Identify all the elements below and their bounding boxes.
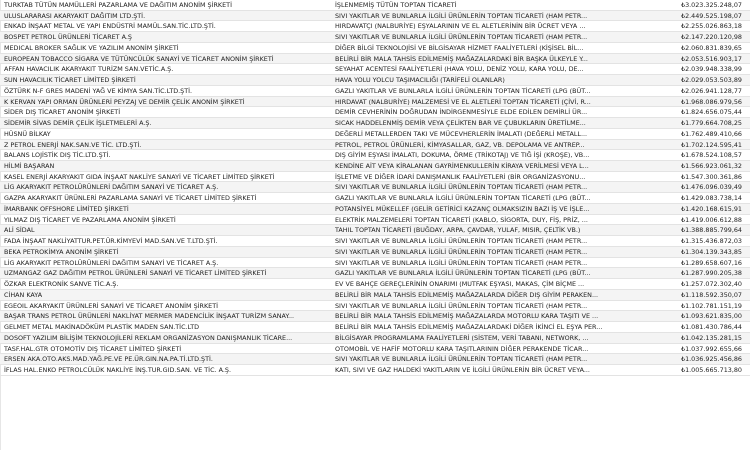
activity-cell: İŞLETME VE DİĞER İDARİ DANIŞMANLIK FAALİYETLERİ (BİR ORGANİZASYONU... [335,172,586,181]
table-row[interactable] [0,268,750,279]
activity-cell: EV VE BAHÇE GEREÇLERİNİN ONARIMI (MUTFAK EŞYASI, MAKAS, ÇİM BİÇME ... [335,280,585,289]
company-name-cell: Z PETROL ENERJİ NAK.SAN.VE TİC. LTD.ŞTİ. [4,140,142,149]
table-row[interactable] [0,161,750,172]
activity-cell: KATI, SIVI VE GAZ HALDEKİ YAKITLARIN VE İLGİLİ ÜRÜNLERİN BİR ÜCRET VEYA... [335,365,590,374]
table-row[interactable] [0,21,750,32]
activity-cell: TAHIL TOPTAN TİCARETİ (BUĞDAY, ARPA, ÇAVDAR, YULAF, MISIR, ÇELTİK VB.) [335,226,581,235]
amount-cell: ₺2.060.831.839,65 [681,43,742,52]
amount-cell: ₺2.039.948.338,99 [681,65,742,74]
activity-cell: DIŞ GİYİM EŞYASI İMALATI, DOKUMA, ÖRME (TRİKOTAJ) VE TIĞ İŞİ (KROŞE), VB... [335,151,590,160]
table-row[interactable] [0,354,750,365]
company-name-cell: DOSOFT YAZILIM BİLİŞİM TEKNOLOJİLERİ REKLAM ORGANİZASYON DANIŞMANLIK TİCARE... [4,333,293,342]
company-name-cell: BALANS LOJİSTİK DIŞ TİC.LTD.ŞTİ. [4,151,111,160]
company-name-cell: SİDER DIŞ TİCARET ANONİM ŞİRKETİ [4,108,121,117]
company-name-cell: EUROPEAN TOBACCO SİGARA VE TÜTÜNCÜLÜK SANAYİ VE TİCARET ANONİM ŞİRKETİ [4,54,274,63]
company-name-cell: LİG AKARYAKIT PETROLÜRÜNLERİ DAĞITIM SANAYİ VE TİCARET A.Ş. [4,258,219,267]
activity-cell: SIVI YAKITLAR VE BUNLARLA İLGİLİ ÜRÜNLERİN TOPTAN TİCARETİ (HAM PETR... [335,183,588,192]
company-name-cell: BEKA PETROKİMYA ANONİM ŞİRKETİ [4,247,119,256]
activity-cell: BELİRLİ BİR MALA TAHSİS EDİLMEMİŞ MAĞAZALARDAKİ BİR BAŞKA ÜLKEYLE Y... [335,54,588,63]
amount-cell: ₺1.476.096.039,49 [681,183,742,192]
activity-cell: HIRDAVAT (NALBURİYE) MALZEMESİ VE EL ALETLERİ TOPTAN TİCARETİ (ÇİVİ, R... [335,97,591,106]
company-name-cell: ÖZKAR ELEKTRONİK SANVE TİC.A.Ş. [4,280,119,289]
activity-cell: BELİRLİ BİR MALA TAHSİS EDİLMEMİŞ MAĞAZALARDA DİĞER DIŞ GİYİM PERAKEN... [335,290,599,299]
amount-cell: ₺2.026.941.128,77 [681,86,742,95]
amount-cell: ₺1.429.083.738,14 [681,194,742,203]
company-name-cell: KASEL ENERJİ AKARYAKIT GIDA İNŞAAT NAKLİYE SANAYİ VE TİCARET LİMİTED ŞİRKETİ [4,172,275,181]
amount-cell: ₺2.147.220.120,98 [681,33,742,42]
amount-cell: ₺1.678.524.108,57 [681,151,742,160]
table-row[interactable] [0,43,750,54]
amount-cell: ₺1.042.135.281,15 [681,333,742,342]
company-name-cell: TURKTAB TÜTÜN MAMÜLLERİ PAZARLAMA VE DAĞITIM ANONİM ŞİRKETİ [4,1,232,9]
table-row[interactable] [0,32,750,43]
amount-cell: ₺1.093.621.835,00 [681,312,742,321]
amount-cell: ₺1.102.781.151,19 [681,301,742,310]
company-name-cell: YILMAZ DIŞ TİCARET VE PAZARLAMA ANONİM ŞİRKETİ [4,215,176,224]
activity-cell: GAZLI YAKITLAR VE BUNLARLA İLGİLİ ÜRÜNLERİN TOPTAN TİCARETİ (LPG (BÜT... [335,269,591,278]
amount-cell: ₺1.036.925.456,86 [681,355,742,364]
amount-cell: ₺1.388.885.799,64 [681,226,742,235]
amount-cell: ₺1.289.658.607,16 [681,258,742,267]
company-name-cell: EGEOIL AKARYAKIT ÜRÜNLERİ SANAYİ VE TİCARET ANONİM ŞİRKETİ [4,301,218,310]
activity-cell: DEĞERLİ METALLERDEN TAKI VE MÜCEVHERLERİN İMALATI (DEĞERLİ METALL... [335,129,588,138]
activity-cell: SIVI YAKITLAR VE BUNLARLA İLGİLİ ÜRÜNLERİN TOPTAN TİCARETİ (HAM PETR... [335,11,588,20]
company-name-cell: GAZPA AKARYAKIT ÜRÜNLERİ PAZARLAMA SANAYİ VE TİCARET LİMİTED ŞİRKETİ [4,194,257,203]
company-name-cell: AFFAN HAVACILIK AKARYAKIT TURİZM SAN.VETİC.A.Ş. [4,65,174,74]
table-row[interactable] [0,107,750,118]
company-name-cell: SUN HAVACILIK TİCARET LİMİTED ŞİRKETİ [4,76,136,85]
activity-cell: KENDİNE AİT VEYA KİRALANAN GAYRİMENKULLERİN KİRAYA VERİLMESİ VEYA L... [335,162,589,171]
amount-cell: ₺1.566.923.061,32 [681,162,742,171]
amount-cell: ₺3.023.325.248,07 [681,1,742,9]
table-row[interactable] [0,344,750,355]
company-name-cell: K KERVAN YAPI ORMAN ÜRÜNLERİ PEYZAJ VE DEMİR ÇELİK ANONİM ŞİRKETİ [4,97,245,106]
company-name-cell: HÜSNÜ BİLKAY [4,129,51,138]
company-name-cell: CİHAN KAYA [4,290,43,299]
company-name-cell: LİG AKARYAKIT PETROLÜRÜNLERİ DAĞITIM SANAYİ VE TİCARET A.Ş. [4,183,219,192]
amount-cell: ₺1.118.592.350,07 [681,290,742,299]
activity-cell: GAZLI YAKITLAR VE BUNLARLA İLGİLİ ÜRÜNLERİN TOPTAN TİCARETİ (LPG (BÜT... [335,86,591,95]
activity-cell: SIVI YAKITLAR VE BUNLARLA İLGİLİ ÜRÜNLERİN TOPTAN TİCARETİ (HAM PETR... [335,301,588,310]
company-name-cell: ERSEN AKA.OTO.AKS.MAD.YAĞ.PE.VE PE.ÜR.GIN.NA.PA.Tİ.LTD.ŞTİ. [4,355,213,364]
activity-cell: POTANSİYEL MÜKELLEF (GELİR GETİRİCİ KAZANÇ OLMAKSIZIN BAZI İŞ VE İŞLE... [335,204,590,213]
activity-cell: PETROL, PETROL ÜRÜNLERİ, KİMYASALLAR, GAZ, VB. DEPOLAMA VE ANTREP... [335,140,585,149]
amount-cell: ₺1.257.072.302,40 [681,280,742,289]
amount-cell: ₺2.255.026.863,18 [681,22,742,31]
amount-cell: ₺1.081.430.786,44 [681,323,742,332]
activity-cell: SIVI YAKITLAR VE BUNLARLA İLGİLİ ÜRÜNLERİN TOPTAN TİCARETİ (HAM PETR... [335,237,588,246]
table-row[interactable] [0,129,750,140]
activity-cell: HAVA YOLU YOLCU TAŞIMACILIĞI (TARİFELİ OLANLAR) [335,76,505,85]
activity-cell: İŞLENMEMİŞ TÜTÜN TOPTAN TİCARETİ [335,1,457,9]
amount-cell: ₺2.449.525.198,07 [681,11,742,20]
amount-cell: ₺1.702.124.595,41 [681,140,742,149]
amount-cell: ₺2.053.516.903,17 [681,54,742,63]
table-row[interactable] [0,333,750,344]
table-row[interactable] [0,301,750,312]
table-row[interactable] [0,215,750,226]
table-row[interactable] [0,279,750,290]
table-row[interactable] [0,86,750,97]
table-row[interactable] [0,247,750,258]
activity-cell: SIVI YAKITLAR VE BUNLARLA İLGİLİ ÜRÜNLERİN TOPTAN TİCARETİ (HAM PETR... [335,258,588,267]
amount-cell: ₺1.304.139.343,85 [681,247,742,256]
table-row[interactable] [0,204,750,215]
table-row[interactable] [0,365,750,376]
table-row[interactable] [0,290,750,301]
activity-cell: GAZLI YAKITLAR VE BUNLARLA İLGİLİ ÜRÜNLERİN TOPTAN TİCARETİ (LPG (BÜT... [335,194,591,203]
table-row[interactable] [0,150,750,161]
activity-cell: ELEKTRİK MALZEMELERİ TOPTAN TİCARETİ (KABLO, SİGORTA, DUY, FİŞ, PRİZ, ... [335,215,588,224]
company-name-cell: HİLMİ BAŞARAN [4,162,55,171]
amount-cell: ₺2.029.053.503,89 [681,76,742,85]
table-row[interactable] [0,140,750,151]
amount-cell: ₺1.419.006.612,88 [681,215,742,224]
company-name-cell: İMARBANK OFFSHORE LİMİTED ŞİRKETİ [4,204,129,213]
activity-cell: BELİRLİ BİR MALA TAHSİS EDİLMEMİŞ MAĞAZALARDA MOTORLU KARA TAŞITI VE ... [335,312,599,321]
table-row[interactable] [0,54,750,65]
table-row[interactable] [0,311,750,322]
amount-cell: ₺1.762.489.410,66 [681,129,742,138]
table-row[interactable] [0,118,750,129]
table-row[interactable] [0,225,750,236]
amount-cell: ₺1.005.665.713,80 [681,365,742,374]
company-name-cell: SİDEMİR SİVAS DEMİR ÇELİK İŞLETMELERİ A.Ş. [4,119,152,128]
company-name-cell: TASF.HAL.GTR OTOMOTİV DIŞ TİCARET LİMİTED ŞİRKETİ [4,344,182,353]
table-row[interactable] [0,11,750,22]
company-name-cell: ENKAD İNŞAAT METAL VE YAPI ENDÜSTRİ MAMÜL.SAN.TİC.LTD.ŞTİ. [4,22,216,31]
activity-cell: BİLGİSAYAR PROGRAMLAMA FAALİYETLERİ (SİSTEM, VERİ TABANI, NETWORK, ... [335,333,589,342]
amount-cell: ₺1.547.300.361,86 [681,172,742,181]
table-row[interactable] [0,322,750,333]
table-row[interactable] [0,0,750,11]
activity-cell: DEMİR CEVHERİNİN DOĞRUDAN İNDİRGENMESİYLE ELDE EDİLEN DEMİRLİ ÜR... [335,108,588,117]
company-name-cell: BAŞAR TRANS PETROL ÜRÜNLERİ NAKLİYAT MERMER MADENCİLİK İNŞAAT TURİZM SANAY... [4,312,295,321]
activity-cell: HIRDAVATÇI (NALBURİYE) EŞYALARININ VE EL ALETLERİNİN BİR ÜCRET VEYA ... [335,22,586,31]
company-name-cell: İFLAS HAL.ENKO PETROLCÜLÜK NAKLİYE İNŞ.TUR.GID.SAN. VE TİC. A.Ş. [4,365,231,374]
table-row[interactable] [0,75,750,86]
amount-cell: ₺1.315.436.872,03 [681,237,742,246]
company-name-cell: ALİ SİDAL [4,226,35,235]
activity-cell: OTOMOBİL VE HAFİF MOTORLU KARA TAŞITLARININ DİĞER PERAKENDE TİCAR... [335,344,589,353]
amount-cell: ₺1.037.992.655,66 [681,344,742,353]
amount-cell: ₺1.420.168.615,91 [681,204,742,213]
company-name-cell: ÖZTÜRK N-F GRES MADENİ YAĞ VE KİMYA SAN.TİC.LTD.ŞTİ. [4,86,193,95]
table-row[interactable] [0,172,750,183]
amount-cell: ₺1.824.656.075,44 [681,108,742,117]
table-row[interactable] [0,64,750,75]
activity-cell: BELİRLİ BİR MALA TAHSİS EDİLMEMİŞ MAĞAZALARDAKİ DİĞER İKİNCİ EL EŞYA PER... [335,323,603,332]
activity-cell: SEYAHAT ACENTESİ FAALİYETLERİ (HAVA YOLU, DENİZ YOLU, KARA YOLU, DE... [335,65,584,74]
table-row[interactable] [0,258,750,269]
table-row[interactable] [0,236,750,247]
company-name-cell: BOSPET PETROL ÜRÜNLERİ TİCARET A.Ş [4,33,132,42]
company-name-cell: GELMET METAL MAKİNADÖKÜM PLASTİK MADEN SAN.TİC.LTD [4,323,200,332]
table-row[interactable] [0,193,750,204]
amount-cell: ₺1.968.086.979,56 [681,97,742,106]
activity-cell: DİĞER BİLGİ TEKNOLOJİSİ VE BİLGİSAYAR HİZMET FAALİYETLERİ (KİŞİSEL BİL... [335,43,584,52]
company-name-cell: UZMANGAZ GAZ DAĞITIM PETROL ÜRÜNLERİ SANAYİ VE TİCARET LİMİTED ŞİRKETİ [4,269,267,278]
table-row[interactable] [0,182,750,193]
amount-cell: ₺1.779.664.708,25 [681,119,742,128]
company-name-cell: FADA İNŞAAT NAKLİYATTUR.PET.ÜR.KİMYEVİ MAD.SAN.VE T.LTD.ŞTİ. [4,237,218,246]
activity-cell: SICAK HADDELENMİŞ DEMİR VEYA ÇELİKTEN BAR VE ÇUBUKLARIN ÜRETİLME... [335,119,586,128]
company-name-cell: MEDICAL BROKER SAĞLIK VE YAZILIM ANONİM ŞİRKETİ [4,43,179,52]
table-row[interactable] [0,97,750,108]
company-name-cell: ULUSLARARASI AKARYAKIT DAĞITIM LTD.ŞTİ. [4,11,146,20]
amount-cell: ₺1.287.990.205,38 [681,269,742,278]
activity-cell: SIVI YAKITLAR VE BUNLARLA İLGİLİ ÜRÜNLERİN TOPTAN TİCARETİ (HAM PETR... [335,33,588,42]
activity-cell: SIVI YAKITLAR VE BUNLARLA İLGİLİ ÜRÜNLERİN TOPTAN TİCARETİ (HAM PETR... [335,247,588,256]
activity-cell: SIVI YAKITLAR VE BUNLARLA İLGİLİ ÜRÜNLERİN TOPTAN TİCARETİ (HAM PETR... [335,355,588,364]
